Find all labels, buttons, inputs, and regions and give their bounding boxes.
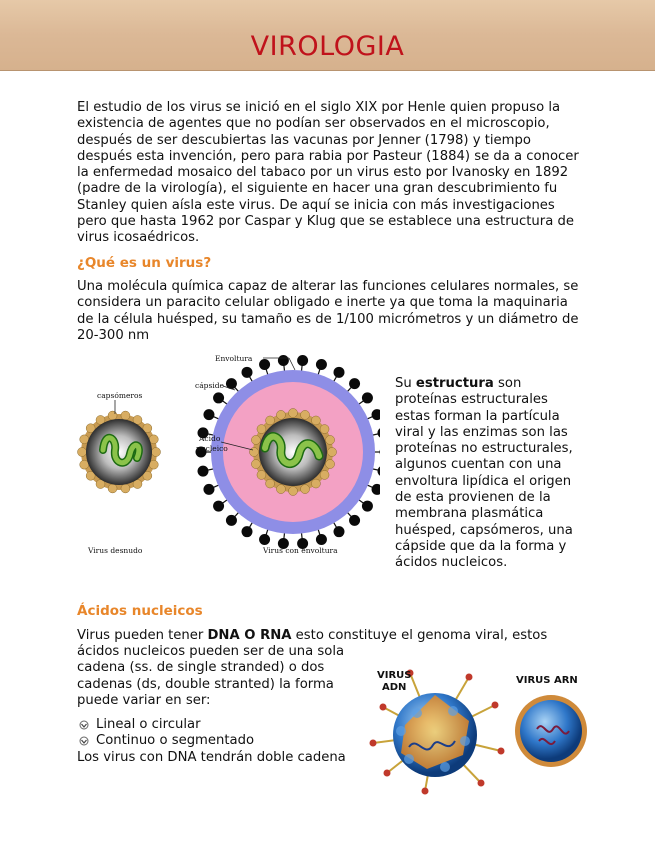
label-virus-adn-1: VIRUS	[377, 670, 412, 681]
nucleic-acid-forms-list	[77, 717, 254, 750]
naked-virus	[78, 411, 161, 493]
line-prefix: Virus pueden tener	[77, 628, 208, 643]
label-virus-arn: VIRUS ARN	[516, 675, 578, 686]
label-capside: cápside	[195, 381, 224, 390]
structure-keyword: estructura	[415, 376, 494, 391]
dna-rna-virus-illustration	[365, 655, 590, 795]
label-acido: Ácido	[199, 434, 221, 443]
page-title: VIROLOGIA	[250, 31, 405, 62]
section-text-que-es: Una molécula química capaz de alterar las funciones celulares normales, se considera un paracito celular obligado e inerte ya que toma la maquinaria de la célula huésped, su tamaño es de 1/100 micrómetros y un diámetro de 20-300 nm	[77, 279, 579, 343]
rna-virus	[515, 695, 587, 767]
caption-virus-envoltura: Virus con envoltura	[263, 546, 338, 555]
label-nucleico: nucleico	[196, 444, 228, 453]
dna-rna-keyword: DNA O RNA	[207, 628, 292, 643]
section-heading-que-es: ¿Qué es un virus?	[77, 255, 212, 271]
section-text-acidos: ácidos nucleicos pueden ser de una sola cadena (ss. de single stranded) o dos cadenas (ds, double stranted) la forma puede variar en ser:	[77, 644, 345, 708]
label-envoltura: Envoltura	[215, 354, 253, 363]
bullet-icon	[79, 736, 89, 746]
list-item-text: Lineal o circular	[96, 717, 201, 732]
section-line-dna-rna	[77, 628, 577, 644]
virus-structure-diagram	[75, 350, 380, 560]
line-rest: esto constituye el genoma viral, estos	[291, 628, 548, 643]
intro-paragraph: El estudio de los virus se inició en el siglo XIX por Henle quien propuso la existencia de agentes que no podían ser observados en el microscopio, después de ser descubiertas las vacunas por Jenner (1798) y tiempo después esta invención, pero para rabia por Pasteur (1884) se da a conocer la enfermedad mosaico del tabaco por un virus esto por Ivanosky en 1892 (padre de la virología), el siguiente en hacer una gran descubrimiento fu Stanley quien aísla este virus. De aquí se inicia con más investigaciones pero que hasta 1962 por Caspar y Klug que se establece una estructura de virus icosaédricos.	[77, 100, 579, 246]
structure-paragraph	[395, 376, 575, 572]
structure-prefix: Su	[395, 376, 416, 391]
list-item-text: Continuo o segmentado	[96, 733, 255, 749]
closing-line: Los virus con DNA tendrán doble cadena	[77, 750, 346, 765]
bullet-icon	[79, 720, 89, 730]
title-banner	[0, 0, 655, 71]
list-item	[77, 733, 254, 749]
label-virus-adn-2: ADN	[382, 682, 407, 693]
list-item	[77, 717, 254, 733]
structure-description: son proteínas estructurales estas forman la partícula viral y las enzimas son las proteínas no estructurales, algunos cuentan con una envoltura lipídica el origen de esta provienen de la membrana plasmática huésped, capsómeros, una cápside que da la forma y ácidos nucleicos.	[395, 376, 573, 571]
section-heading-acidos: Ácidos nucleicos	[77, 603, 203, 619]
caption-virus-desnudo: Virus desnudo	[88, 546, 143, 555]
label-capsomeros: capsómeros	[97, 391, 143, 400]
